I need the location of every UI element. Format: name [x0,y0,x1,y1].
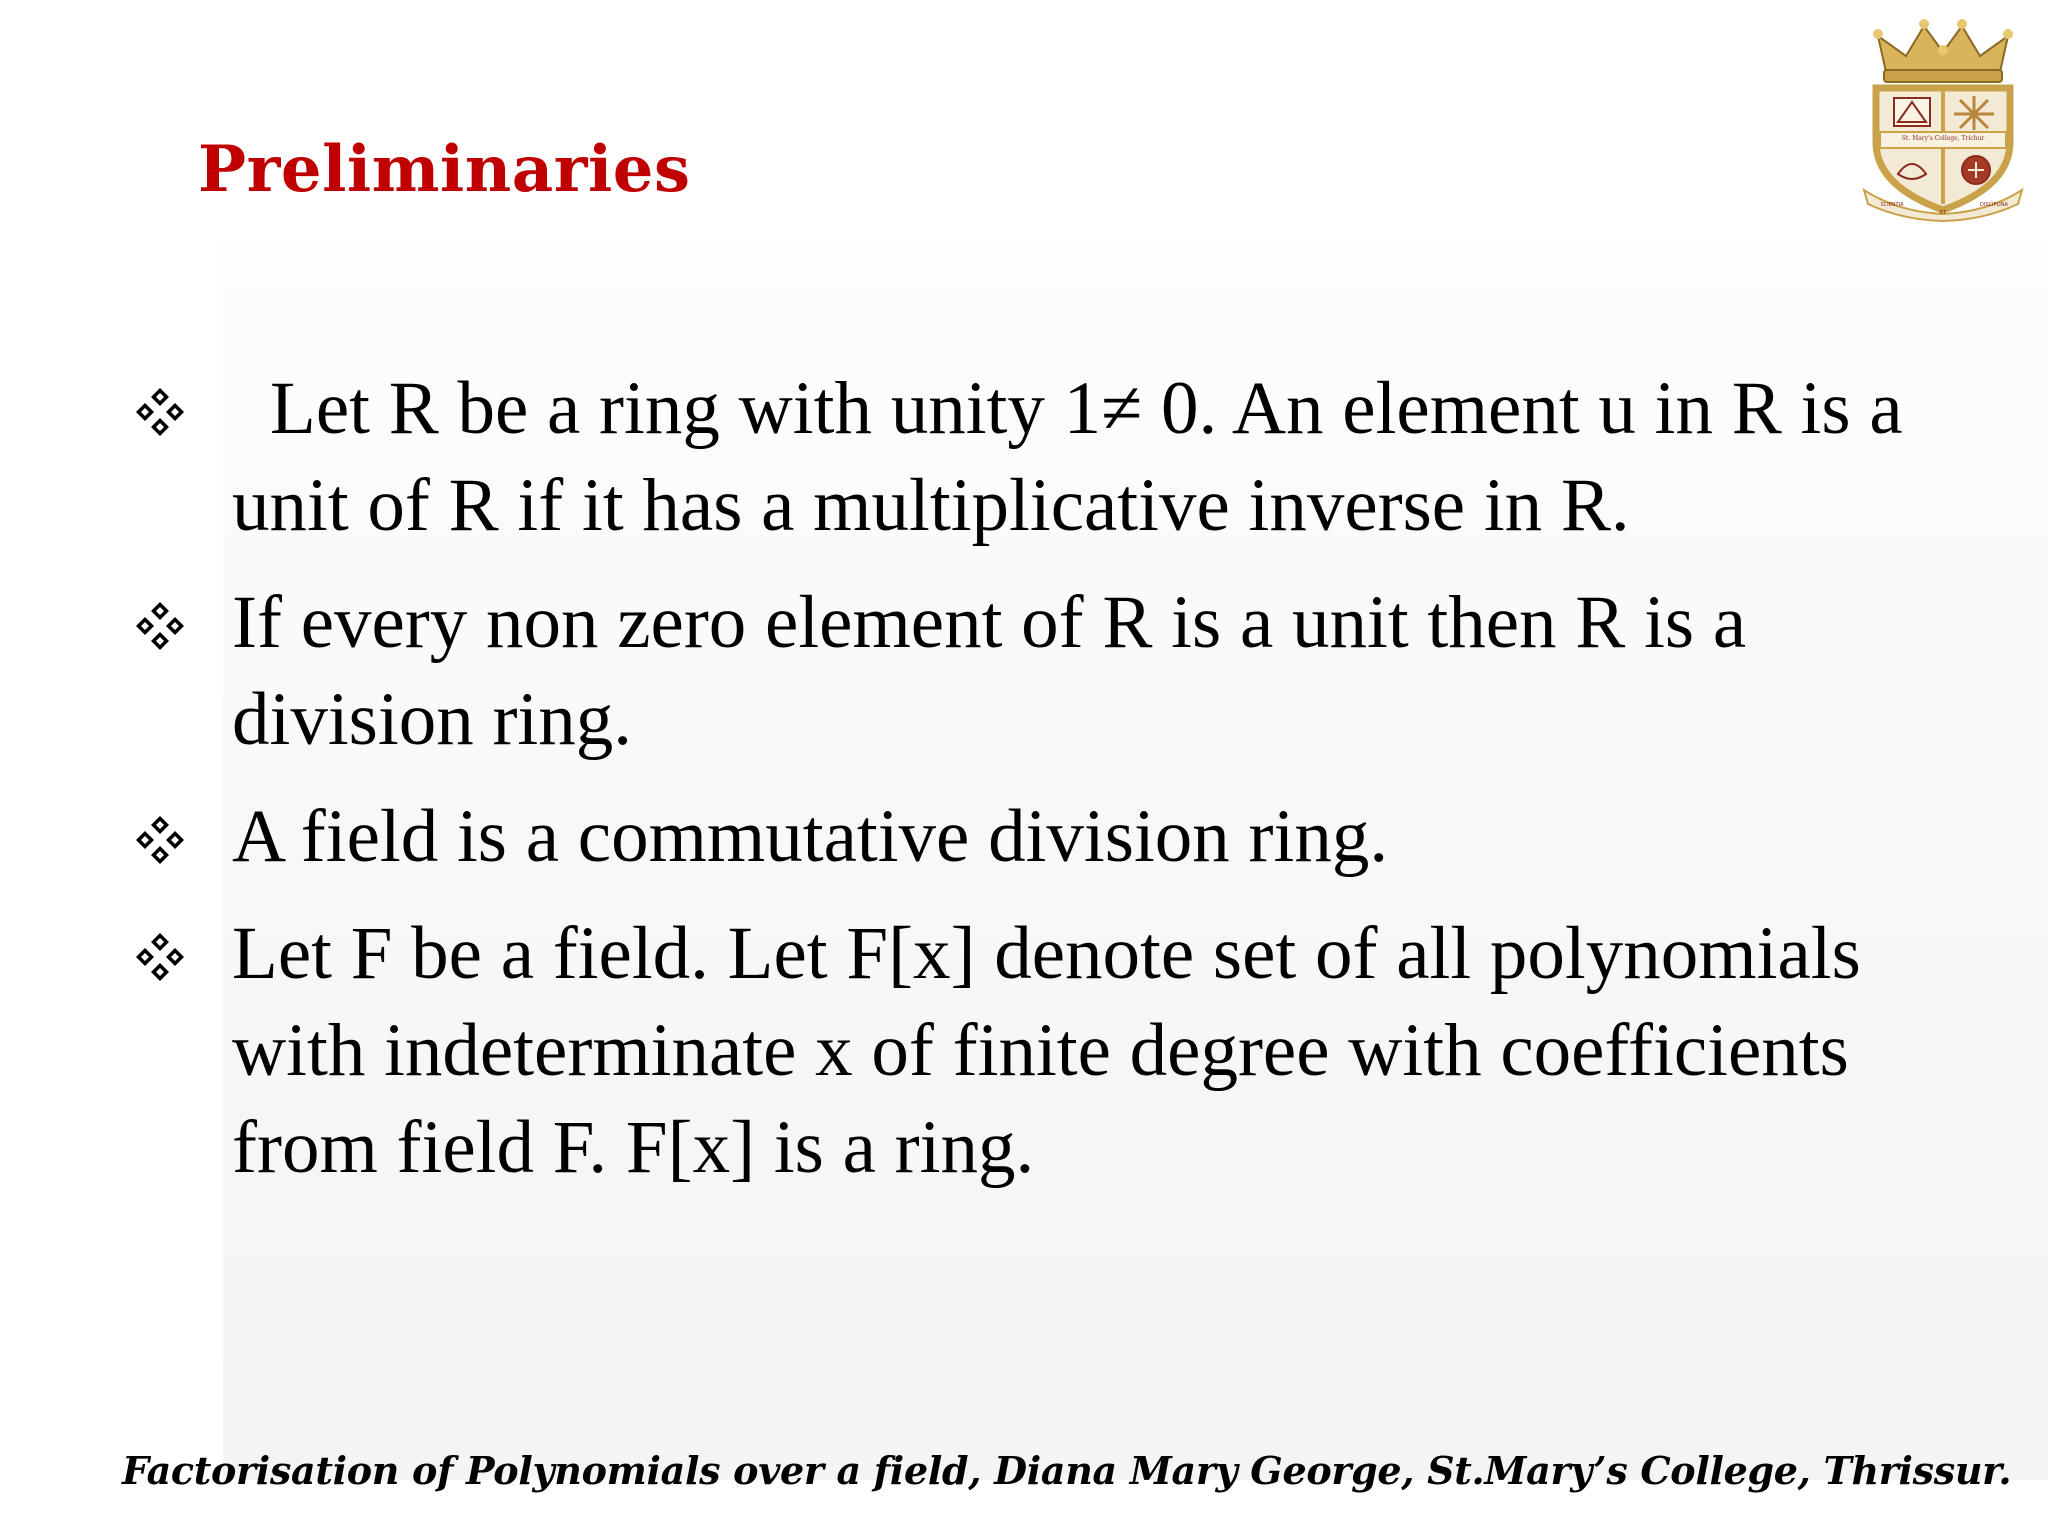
list-item [130,788,1990,885]
list-item [130,905,1990,1196]
slide-title: Preliminaries [198,132,691,207]
bullet-text: A field is a commutative division ring. [232,795,1389,878]
bullet-text: Let R be a ring with unity 1≠ 0. An element u in R is a unit of R if it has a multiplicative inverse in R. [232,367,1903,547]
svg-text:St. Mary's College, Trichur: St. Mary's College, Trichur [1901,135,1985,142]
four-diamond-bullet-icon [130,810,190,870]
bullet-list [130,360,1990,1216]
bullet-text: If every non zero element of R is a unit then R is a division ring. [232,581,1747,761]
slide-footer: Factorisation of Polynomials over a field, Diana Mary George, St.Mary’s College, Thrissur. [122,1448,2012,1493]
four-diamond-bullet-icon [130,596,190,656]
svg-text:DISCIPLINA: DISCIPLINA [1980,202,2008,208]
svg-text:SCIENTIA: SCIENTIA [1880,202,1904,208]
college-crest-logo [1858,14,2028,222]
list-item [130,574,1990,768]
crown-icon [1873,19,2013,82]
four-diamond-bullet-icon [130,382,190,442]
four-diamond-bullet-icon [130,927,190,987]
svg-text:ET: ET [1939,210,1947,216]
list-item [130,360,1990,554]
bullet-text: Let F be a field. Let F[x] denote set of all polynomials with indeterminate x of finite degree with coefficients from field F. F[x] is a ring. [232,912,1861,1189]
